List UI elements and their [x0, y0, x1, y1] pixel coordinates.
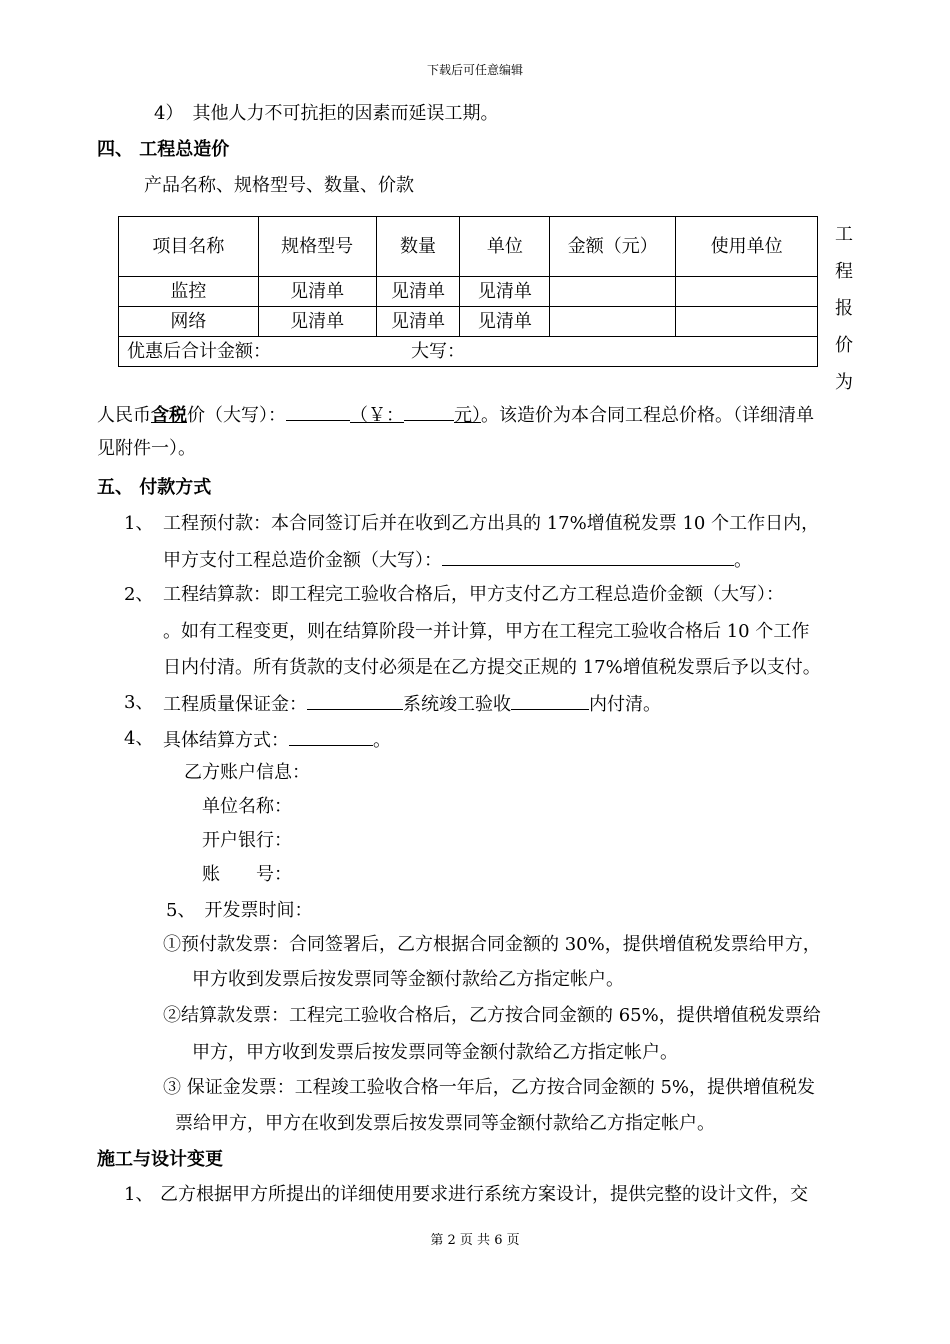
side-char: 为: [835, 372, 853, 393]
table-cell: 监控: [119, 277, 259, 307]
para-1-line-2: [163, 547, 752, 573]
section-5-title: 五、 付款方式: [97, 477, 212, 498]
para-text: 系统竣工验收: [403, 694, 511, 715]
table-header-cell: 规格型号: [258, 217, 376, 277]
table-header-cell: 金额（元）: [550, 217, 676, 277]
section-6-title: 施工与设计变更: [97, 1149, 223, 1170]
side-char: 程: [835, 261, 853, 282]
section-4-subtitle: 产品名称、规格型号、数量、价款: [144, 175, 414, 196]
para-1-line-1: 工程预付款：本合同签订后并在收到乙方出具的 17%增值税发票 10 个工作日内，: [163, 513, 820, 534]
table-cell: [676, 307, 818, 337]
para-1-num: 1、: [124, 513, 154, 534]
blank-line: [286, 402, 350, 421]
invoice-3-line-1: ③ 保证金发票：工程竣工验收合格一年后，乙方按合同金额的 5%，提供增值税发: [163, 1077, 815, 1098]
blank-line: [404, 402, 454, 421]
price-line: [97, 402, 814, 428]
table-header-cell: 单位: [460, 217, 550, 277]
para-text: 工程质量保证金：: [163, 694, 307, 715]
blank-line: [511, 691, 589, 710]
para-3: [163, 691, 661, 717]
account-bank: 开户银行：: [202, 830, 292, 851]
side-char: 价: [835, 335, 853, 356]
account-name: 单位名称：: [202, 796, 292, 817]
para-2-line-3: 日内付清。所有货款的支付必须是在乙方提交正规的 17%增值税发票后予以支付。: [163, 657, 821, 678]
price-table: [118, 216, 818, 367]
para-text: 内付清。: [589, 694, 661, 715]
table-row: [119, 307, 818, 337]
table-cell: 见清单: [376, 277, 460, 307]
invoice-1-line-1: ①预付款发票：合同签署后，乙方根据合同金额的 30%，提供增值税发票给甲方，: [163, 934, 821, 955]
total-label: 优惠后合计金额：: [127, 340, 271, 362]
table-cell: 见清单: [376, 307, 460, 337]
table-header-row: [119, 217, 818, 277]
invoice-3-line-2: 票给甲方，甲方在收到发票后按发票同等金额付款给乙方指定帐户。: [175, 1113, 715, 1134]
para-3-num: 3、: [124, 692, 154, 713]
blank-line: [289, 727, 373, 746]
para-2-num: 2、: [124, 584, 154, 605]
side-char: 报: [835, 298, 853, 319]
table-header-cell: 使用单位: [676, 217, 818, 277]
section-4-title: 四、 工程总造价: [97, 139, 230, 160]
table-cell: 见清单: [460, 307, 550, 337]
para-4-num: 4、: [124, 728, 154, 749]
para-text: 甲方支付工程总造价金额（大写）：: [163, 550, 442, 571]
item-4: 4） 其他人力不可抗拒的因素而延误工期。: [154, 103, 499, 124]
table-total-row: [119, 337, 818, 367]
table-row: [119, 277, 818, 307]
para-text: 。: [734, 550, 752, 571]
invoice-2-line-2: 甲方，甲方收到发票后按发票同等金额付款给乙方指定帐户。: [192, 1042, 678, 1063]
account-title: 乙方账户信息：: [184, 762, 310, 783]
table-cell: 网络: [119, 307, 259, 337]
price-text: 元）: [454, 405, 481, 426]
price-text: 人民币: [97, 405, 151, 426]
para-2-line-2: 。如有工程变更，则在结算阶段一并计算，甲方在工程完工验收合格后 10 个工作: [163, 621, 810, 642]
para-5: 5、 开发票时间：: [166, 900, 313, 921]
section-6-para-1-line-1: 乙方根据甲方所提出的详细使用要求进行系统方案设计，提供完整的设计文件，交: [160, 1184, 808, 1205]
side-vertical-text: [834, 216, 854, 401]
header-note: 下载后可任意编辑: [426, 63, 523, 77]
side-char: 工: [835, 224, 853, 245]
table-cell: [676, 277, 818, 307]
price-text: （￥：: [350, 405, 404, 426]
account-number: 账 号：: [202, 864, 292, 885]
invoice-1-line-2: 甲方收到发票后按发票同等金额付款给乙方指定帐户。: [192, 969, 624, 990]
price-line-2: 见附件一）。: [97, 438, 196, 459]
para-2-line-1: 工程结算款：即工程完工验收合格后，甲方支付乙方工程总造价金额（大写）：: [163, 584, 784, 605]
page-footer: 第 2 页 共 6 页: [430, 1233, 520, 1248]
table-cell: 见清单: [258, 307, 376, 337]
price-text: 价（大写）：: [187, 405, 286, 426]
table-header-cell: 项目名称: [119, 217, 259, 277]
table-cell: 见清单: [258, 277, 376, 307]
table-cell: [550, 307, 676, 337]
table-header-cell: 数量: [376, 217, 460, 277]
table-cell: [550, 277, 676, 307]
para-text: 具体结算方式：: [163, 730, 289, 751]
para-text: 。: [373, 730, 391, 751]
table-total-cell: [119, 337, 818, 367]
blank-line: [442, 547, 734, 566]
total-upper-label: 大写：: [411, 340, 465, 362]
table-cell: 见清单: [460, 277, 550, 307]
price-text: 。该造价为本合同工程总价格。（详细清单: [481, 405, 814, 426]
tax-included-text: 含税: [151, 405, 187, 426]
para-4: [163, 727, 391, 753]
blank-line: [307, 691, 403, 710]
invoice-2-line-1: ②结算款发票：工程完工验收合格后，乙方按合同金额的 65%，提供增值税发票给: [163, 1005, 821, 1026]
section-6-para-1-num: 1、: [124, 1184, 154, 1205]
